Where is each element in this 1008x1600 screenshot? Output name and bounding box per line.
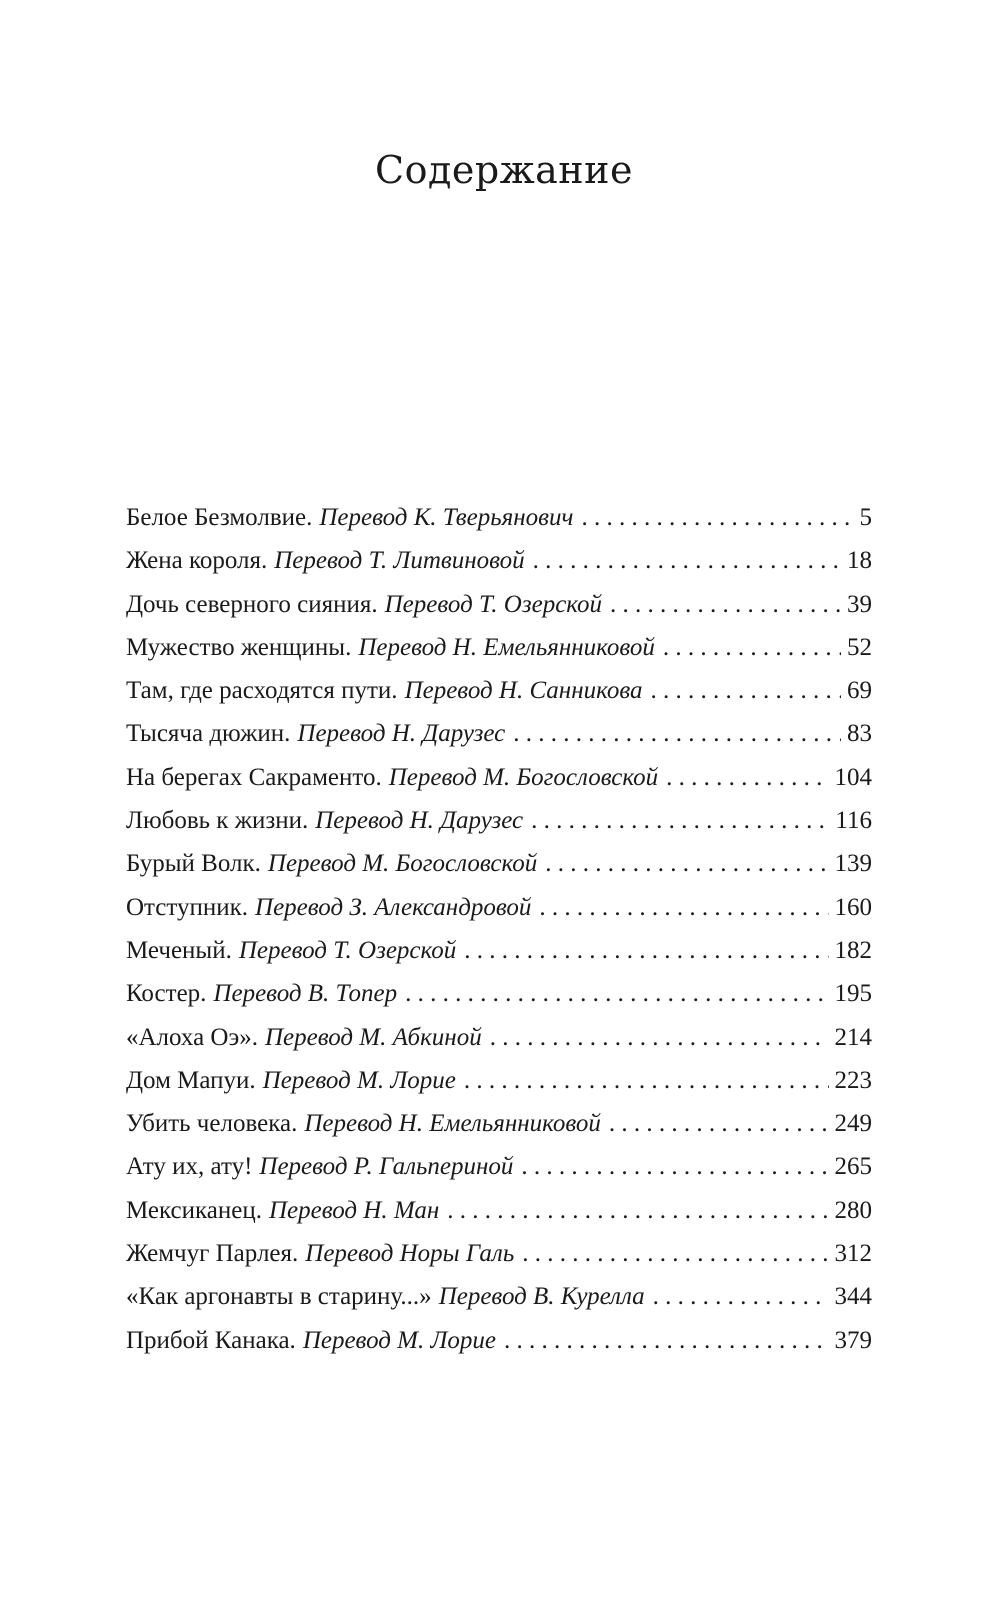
entry-translator: Перевод В. Курелла <box>438 1283 645 1311</box>
page-title: Содержание <box>375 148 633 192</box>
dot-leader <box>666 756 828 799</box>
toc-entry <box>126 1145 872 1188</box>
entry-title: Мексиканец. <box>126 1196 262 1224</box>
entry-translator: Перевод Н. Ман <box>268 1196 440 1224</box>
toc-entry <box>126 1059 872 1102</box>
entry-page-number: 39 <box>847 590 872 618</box>
entry-page-number: 52 <box>847 633 872 661</box>
dot-leader <box>504 1319 828 1362</box>
toc-entry <box>126 972 872 1015</box>
entry-translator: Перевод Норы Галь <box>305 1240 515 1268</box>
toc-entry <box>126 756 872 799</box>
entry-title: Костер. <box>126 980 207 1008</box>
entry-title: Там, где расходятся пути. <box>126 677 398 705</box>
entry-page-number: 379 <box>834 1326 872 1354</box>
toc-entry <box>126 799 872 842</box>
entry-translator: Перевод Н. Дарузес <box>297 720 506 748</box>
entry-page-number: 104 <box>834 763 872 791</box>
table-of-contents <box>126 496 872 1362</box>
entry-title: Дочь северного сияния. <box>126 590 378 618</box>
entry-title: Жемчуг Парлея. <box>126 1240 299 1268</box>
entry-translator: Перевод Р. Гальпериной <box>259 1153 514 1181</box>
entry-title: На берегах Сакраменто. <box>126 763 382 791</box>
dot-leader <box>464 1059 829 1102</box>
entry-translator: Перевод Н. Емельянниковой <box>304 1110 601 1138</box>
entry-translator: Перевод З. Александровой <box>255 893 532 921</box>
entry-translator: Перевод Н. Дарузес <box>315 807 524 835</box>
toc-entry <box>126 539 872 582</box>
entry-title: Жена короля. <box>126 547 268 575</box>
entry-translator: Перевод М. Богословской <box>388 763 659 791</box>
entry-translator: Перевод М. Лорие <box>302 1326 497 1354</box>
entry-page-number: 223 <box>834 1066 872 1094</box>
dot-leader <box>581 496 853 539</box>
toc-entry <box>126 1232 872 1275</box>
dot-leader <box>539 886 828 929</box>
dot-leader <box>545 842 828 885</box>
entry-title: Бурый Волк. <box>126 850 261 878</box>
dot-leader <box>533 539 841 582</box>
toc-entry <box>126 1275 872 1318</box>
entry-page-number: 116 <box>835 807 872 835</box>
entry-title: Дом Мапуи. <box>126 1066 256 1094</box>
toc-entry <box>126 1319 872 1362</box>
entry-translator: Перевод М. Абкиной <box>264 1023 482 1051</box>
entry-page-number: 265 <box>834 1153 872 1181</box>
entry-translator: Перевод В. Топер <box>213 980 398 1008</box>
entry-page-number: 214 <box>834 1023 872 1051</box>
dot-leader <box>663 626 841 669</box>
entry-page-number: 69 <box>847 677 872 705</box>
entry-title: Ату их, ату! <box>126 1153 253 1181</box>
toc-entry <box>126 669 872 712</box>
toc-entry <box>126 496 872 539</box>
entry-page-number: 83 <box>847 720 872 748</box>
dot-leader <box>522 1232 828 1275</box>
toc-entry <box>126 1016 872 1059</box>
entry-page-number: 18 <box>847 547 872 575</box>
dot-leader <box>490 1016 829 1059</box>
toc-entry <box>126 929 872 972</box>
entry-page-number: 280 <box>834 1196 872 1224</box>
dot-leader <box>464 929 828 972</box>
entry-translator: Перевод М. Лорие <box>262 1066 456 1094</box>
entry-title: Тысяча дюжин. <box>126 720 291 748</box>
dot-leader <box>513 712 841 755</box>
entry-title: Прибой Канака. <box>126 1326 296 1354</box>
entry-page-number: 5 <box>859 504 872 531</box>
dot-leader <box>610 583 841 626</box>
entry-title: Белое Безмолвие. <box>126 504 313 531</box>
entry-translator: Перевод М. Богословской <box>267 850 538 878</box>
entry-translator: Перевод Т. Озерской <box>384 590 603 618</box>
entry-title: «Как аргонавты в старину...» <box>126 1283 432 1311</box>
entry-translator: Перевод К. Тверьянович <box>319 504 574 531</box>
dot-leader <box>447 1189 828 1232</box>
entry-translator: Перевод Н. Емельянниковой <box>358 633 655 661</box>
entry-title: Мужество женщины. <box>126 633 352 661</box>
toc-entry <box>126 1102 872 1145</box>
entry-page-number: 312 <box>834 1240 872 1268</box>
entry-page-number: 344 <box>834 1283 872 1311</box>
toc-entry <box>126 1189 872 1232</box>
entry-title: Убить человека. <box>126 1110 298 1138</box>
dot-leader <box>609 1102 829 1145</box>
toc-entry <box>126 842 872 885</box>
dot-leader <box>531 799 829 842</box>
entry-title: «Алоха Оэ». <box>126 1023 258 1051</box>
dot-leader <box>653 1275 829 1318</box>
entry-page-number: 249 <box>834 1110 872 1138</box>
toc-entry <box>126 626 872 669</box>
entry-page-number: 195 <box>834 980 872 1008</box>
entry-page-number: 160 <box>834 893 872 921</box>
entry-page-number: 139 <box>834 850 872 878</box>
entry-translator: Перевод Т. Озерской <box>238 936 457 964</box>
entry-translator: Перевод Т. Литвиновой <box>274 547 525 575</box>
dot-leader <box>521 1145 828 1188</box>
entry-title: Отступник. <box>126 893 249 921</box>
toc-entry <box>126 886 872 929</box>
entry-page-number: 182 <box>834 936 872 964</box>
entry-title: Меченый. <box>126 936 232 964</box>
entry-translator: Перевод Н. Санникова <box>404 677 643 705</box>
entry-title: Любовь к жизни. <box>126 807 309 835</box>
toc-entry <box>126 712 872 755</box>
dot-leader <box>651 669 841 712</box>
toc-entry <box>126 583 872 626</box>
dot-leader <box>405 972 828 1015</box>
